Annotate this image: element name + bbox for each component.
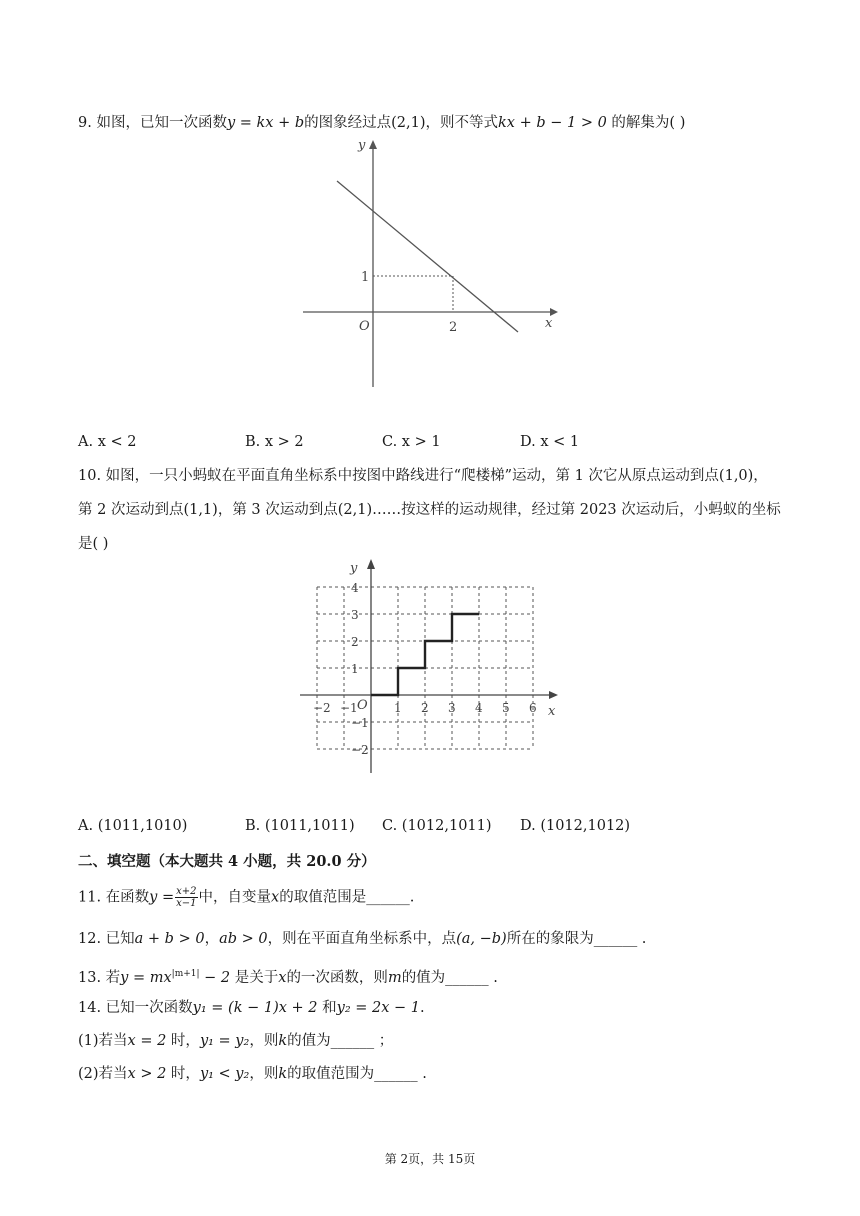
q9-x-tick-label: 2 xyxy=(449,320,458,335)
q9-text: 的解集为( ) xyxy=(606,115,686,131)
q13-expr: − 2 xyxy=(199,969,231,986)
q9-stem xyxy=(78,113,685,133)
q9-option-a: A. x < 2 xyxy=(78,434,137,450)
q9-function-line xyxy=(337,181,518,332)
q9-option-b: B. x > 2 xyxy=(245,434,304,450)
q10-figure xyxy=(295,555,570,780)
q13-text: 的一次函数，则 xyxy=(286,969,388,986)
q10-x-tick-label: −2 xyxy=(313,701,331,715)
q14-part1-text: 时， xyxy=(166,1033,200,1049)
q13-stem xyxy=(78,964,498,988)
q11-var: x xyxy=(271,889,280,906)
q14-part1 xyxy=(78,1031,393,1051)
q14-part2-text: 时， xyxy=(166,1066,200,1082)
q11-text: 的取值范围是______. xyxy=(279,889,415,906)
q9-y-tick-label: 1 xyxy=(361,270,370,285)
q14-expr: y₁ = (k − 1)x + 2 xyxy=(192,1000,318,1016)
q14-text: 14. 已知一次函数 xyxy=(78,1000,193,1016)
q10-x-tick-label: 6 xyxy=(529,701,537,715)
q10-stem-line1: 10. 如图，一只小蚂蚁在平面直角坐标系中按图中路线进行“爬楼梯”运动，第 1 次它从原点运动到点(1,0)， xyxy=(78,468,768,484)
q12-text: 12. 已知 xyxy=(78,931,135,947)
q9-y-label: y xyxy=(358,138,366,153)
q14-text: 和 xyxy=(317,1000,337,1016)
q12-expr: a + b > 0 xyxy=(134,931,205,947)
q12-expr: ab > 0 xyxy=(219,931,268,947)
q14-part2-expr: x > 2 xyxy=(127,1066,167,1082)
q11-expr: y = xyxy=(149,889,175,906)
q10-staircase-path xyxy=(371,614,479,695)
q14-part2-expr: y₁ < y₂ xyxy=(199,1066,250,1082)
q12-text: ，则在平面直角坐标系中，点 xyxy=(267,931,457,947)
q14-part2-text: ，则 xyxy=(249,1066,279,1082)
q9-expr: y = kx + b xyxy=(226,115,305,131)
q11-fraction-denominator: x−1 xyxy=(176,898,197,909)
q9-origin-label: O xyxy=(359,319,370,334)
q12-expr: (a, −b) xyxy=(456,931,507,947)
q12-text: ， xyxy=(204,931,220,947)
q12-stem xyxy=(78,929,646,949)
q10-x-tick-label: −1 xyxy=(340,701,358,715)
q14-part1-expr: y₁ = y₂ xyxy=(199,1033,250,1049)
q14-part2-var: k xyxy=(278,1066,288,1082)
q10-y-tick-label: 4 xyxy=(351,581,359,595)
q10-x-tick-label: 5 xyxy=(502,701,510,715)
q10-x-tick-label: 3 xyxy=(448,701,456,715)
q10-option-a: A. (1011,1010) xyxy=(78,818,188,834)
q9-option-c: C. x > 1 xyxy=(382,434,441,450)
q10-x-label: x xyxy=(548,704,556,719)
q10-x-tick-label: 2 xyxy=(421,701,429,715)
q10-y-tick-label: −1 xyxy=(351,716,369,730)
q13-text: 13. 若 xyxy=(78,969,121,986)
q10-x-arrow xyxy=(549,691,558,699)
q11-text: 11. 在函数 xyxy=(78,889,150,906)
q11-stem xyxy=(78,886,414,909)
q10-x-tick-label: 1 xyxy=(394,701,402,715)
q10-option-b: B. (1011,1011) xyxy=(245,818,355,834)
q13-exponent: |m+1| xyxy=(171,969,200,979)
q9-figure xyxy=(295,135,565,395)
q13-var: x xyxy=(278,969,287,986)
q10-y-label: y xyxy=(350,561,358,576)
q10-y-arrow xyxy=(367,559,375,569)
q14-part1-text: (1)若当 xyxy=(78,1033,128,1049)
q13-text: 是关于 xyxy=(230,969,279,986)
q9-option-d: D. x < 1 xyxy=(520,434,580,450)
q13-var: m xyxy=(387,969,402,986)
q14-part2-text: (2)若当 xyxy=(78,1066,128,1082)
q11-fraction xyxy=(175,886,197,909)
q14-part1-text: 的值为______ ； xyxy=(287,1033,394,1049)
q14-stem xyxy=(78,998,425,1018)
q9-expr: kx + b − 1 > 0 xyxy=(498,115,607,131)
q10-y-tick-label: 1 xyxy=(351,662,359,676)
q9-y-arrow xyxy=(369,140,377,149)
q10-y-tick-label: 2 xyxy=(351,635,359,649)
q14-part1-text: ，则 xyxy=(249,1033,279,1049)
q10-option-d: D. (1012,1012) xyxy=(520,818,631,834)
q9-x-label: x xyxy=(545,316,553,331)
q12-text: 所在的象限为______ . xyxy=(506,931,647,947)
q11-fraction-numerator: x+2 xyxy=(176,886,197,897)
q9-text: 的图象经过点(2,1)，则不等式 xyxy=(304,115,499,131)
q14-part2-text: 的取值范围为______ . xyxy=(287,1066,427,1082)
q14-text: . xyxy=(420,1000,425,1016)
q10-option-c: C. (1012,1011) xyxy=(382,818,492,834)
q14-part1-expr: x = 2 xyxy=(127,1033,167,1049)
q14-part1-var: k xyxy=(278,1033,288,1049)
q14-expr: y₂ = 2x − 1 xyxy=(336,1000,420,1016)
q9-x-arrow xyxy=(550,308,558,316)
q9-text: 9. 如图，已知一次函数 xyxy=(78,115,227,131)
q13-text: 的值为______ . xyxy=(401,969,498,986)
q14-part2 xyxy=(78,1064,427,1084)
q13-expr: y = mx xyxy=(120,969,172,986)
q10-y-tick-label: 3 xyxy=(351,608,359,622)
q10-origin-label: O xyxy=(357,698,368,713)
q10-stem-line3: 是( ) xyxy=(78,536,109,552)
q11-text: 中，自变量 xyxy=(198,889,272,906)
section-title: 二、填空题（本大题共 4 小题，共 20.0 分） xyxy=(78,853,376,870)
page-footer: 第 2页，共 15页 xyxy=(384,1152,476,1166)
q10-x-tick-label: 4 xyxy=(475,701,483,715)
q10-y-tick-label: −2 xyxy=(351,743,369,757)
q10-stem-line2: 第 2 次运动到点(1,1)，第 3 次运动到点(2,1)……按这样的运动规律，经过第 2023 次运动后，小蚂蚁的坐标 xyxy=(78,502,781,518)
